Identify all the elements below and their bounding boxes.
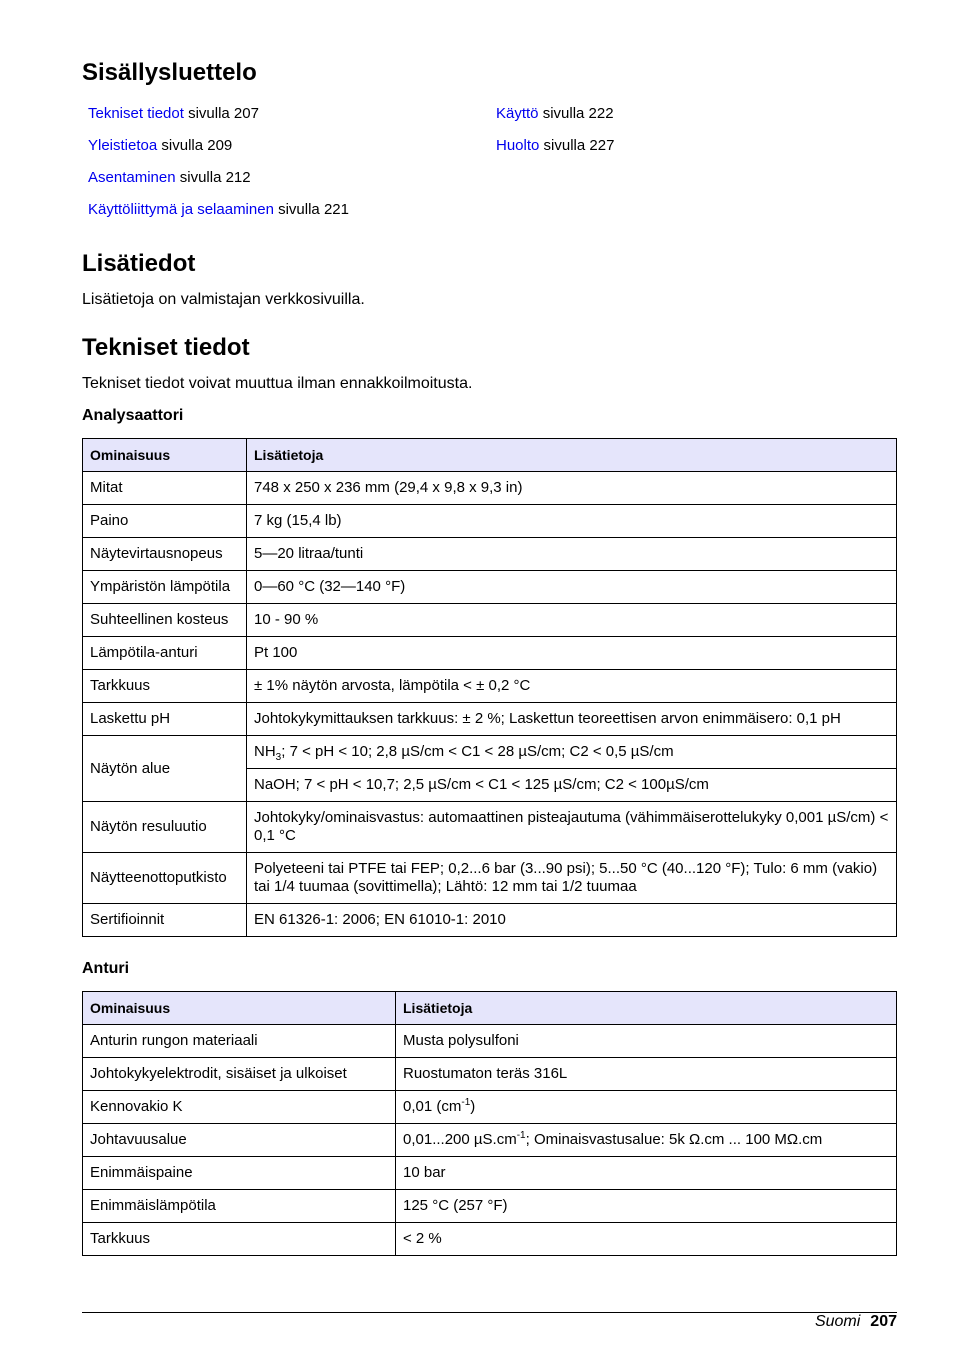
- toc-item: [88, 200, 349, 232]
- table-row: [83, 802, 897, 853]
- toc-item: [88, 104, 349, 136]
- property-cell: Lämpötila-anturi: [83, 637, 247, 670]
- toc-link[interactable]: Käyttöliittymä ja selaaminen: [88, 201, 274, 218]
- property-cell: Johtavuusalue: [83, 1124, 396, 1157]
- table-row: [83, 538, 897, 571]
- table-header-row: [83, 439, 897, 472]
- value-cell: Pt 100: [247, 637, 897, 670]
- property-cell: Johtokykyelektrodit, sisäiset ja ulkoiset: [83, 1058, 396, 1091]
- property-cell: Enimmäislämpötila: [83, 1190, 396, 1223]
- value-cell: 748 x 250 x 236 mm (29,4 x 9,8 x 9,3 in): [247, 472, 897, 505]
- page-number: 207: [870, 1313, 897, 1330]
- property-cell: Näytevirtausnopeus: [83, 538, 247, 571]
- formula-text: NH: [254, 743, 276, 760]
- value-cell: 125 °C (257 °F): [396, 1190, 897, 1223]
- property-cell: Laskettu pH: [83, 703, 247, 736]
- toc-page: sivulla 221: [278, 201, 349, 218]
- value-cell: Johtokyky/ominaisvastus: automaattinen pisteajautuma (vähimmäiserottelukyky 0,001 µS/cm) < 0,1 °C: [247, 802, 897, 853]
- property-cell: Mitat: [83, 472, 247, 505]
- property-cell: Suhteellinen kosteus: [83, 604, 247, 637]
- toc-page: sivulla 227: [543, 137, 615, 154]
- value-text: ; Ominaisvastusalue: 5k Ω.cm ... 100 MΩ.cm: [525, 1131, 823, 1148]
- toc-link[interactable]: Tekniset tiedot: [88, 105, 184, 122]
- property-cell: Tarkkuus: [83, 1223, 396, 1256]
- value-cell: 5—20 litraa/tunti: [247, 538, 897, 571]
- info-title: Lisätiedot: [82, 250, 196, 277]
- page-footer: [815, 1312, 897, 1332]
- table-row: [83, 670, 897, 703]
- property-cell: Paino: [83, 505, 247, 538]
- property-cell: Ympäristön lämpötila: [83, 571, 247, 604]
- specs-title: Tekniset tiedot: [82, 334, 250, 361]
- table-row: [83, 1058, 897, 1091]
- property-cell: Anturin rungon materiaali: [83, 1025, 396, 1058]
- toc-link[interactable]: Yleistietoa: [88, 137, 158, 154]
- toc-page: sivulla 222: [542, 105, 614, 122]
- specs-text: Tekniset tiedot voivat muuttua ilman ennakkoilmoitusta.: [82, 375, 473, 392]
- toc-item: [88, 136, 349, 168]
- column-header: Lisätietoja: [247, 439, 897, 472]
- value-cell: EN 61326-1: 2006; EN 61010-1: 2010: [247, 904, 897, 937]
- value-cell: 10 - 90 %: [247, 604, 897, 637]
- superscript: -1: [461, 1097, 471, 1108]
- toc-link[interactable]: Huolto: [496, 137, 540, 154]
- value-text: 0,01...200 µS.cm: [403, 1131, 517, 1148]
- property-cell: Tarkkuus: [83, 670, 247, 703]
- value-cell: 7 kg (15,4 lb): [247, 505, 897, 538]
- toc-page: sivulla 207: [188, 105, 259, 122]
- toc-left-column: [88, 104, 349, 232]
- table-row: [83, 505, 897, 538]
- table-header-row: [83, 992, 897, 1025]
- value-text: ): [470, 1098, 476, 1115]
- table-row: [83, 736, 897, 769]
- value-cell: NaOH; 7 < pH < 10,7; 2,5 µS/cm < C1 < 125 µS/cm; C2 < 100µS/cm: [247, 769, 897, 802]
- table-row: [83, 571, 897, 604]
- table-row: [83, 1091, 897, 1124]
- column-header: Ominaisuus: [83, 992, 396, 1025]
- value-cell: ± 1% näytön arvosta, lämpötila < ± 0,2 °C: [247, 670, 897, 703]
- table-row: [83, 637, 897, 670]
- toc-page: sivulla 212: [179, 169, 251, 186]
- table-row: [83, 1025, 897, 1058]
- value-cell: < 2 %: [396, 1223, 897, 1256]
- subscript: 3: [275, 752, 282, 763]
- value-text: 0,01 (cm: [403, 1098, 462, 1115]
- table-row: [83, 604, 897, 637]
- table-row: [83, 1223, 897, 1256]
- range-text: ; 7 < pH < 10; 2,8 µS/cm < C1 < 28 µS/cm; C2 < 0,5 µS/cm: [281, 743, 674, 760]
- analyzer-table: [82, 438, 897, 937]
- table-row: [83, 1190, 897, 1223]
- value-cell: [396, 1091, 897, 1124]
- toc-item: [496, 136, 614, 168]
- toc-page: sivulla 209: [161, 137, 233, 154]
- value-cell: Johtokykymittauksen tarkkuus: ± 2 %; Laskettun teoreettisen arvon enimmäisero: 0,1 pH: [247, 703, 897, 736]
- toc-link[interactable]: Asentaminen: [88, 169, 176, 186]
- value-cell: 10 bar: [396, 1157, 897, 1190]
- value-cell: Polyeteeni tai PTFE tai FEP; 0,2...6 bar (3...90 psi); 5...50 °C (40...120 °F); Tulo: 6 mm (vakio) tai 1/4 tuumaa (sovittimella); Lähtö: 12 mm tai 1/2 tuumaa: [247, 853, 897, 904]
- superscript: -1: [516, 1130, 526, 1141]
- toc-item: [88, 168, 349, 200]
- table-row: [83, 904, 897, 937]
- toc-right-column: [496, 104, 614, 168]
- property-cell: Sertifioinnit: [83, 904, 247, 937]
- footer-divider: [82, 1312, 897, 1313]
- footer-language: Suomi: [814, 1313, 861, 1330]
- property-cell: Näytön alue: [83, 736, 247, 802]
- toc-title: Sisällysluettelo: [82, 59, 257, 86]
- value-cell: [396, 1124, 897, 1157]
- property-cell: Näytön resuluutio: [83, 802, 247, 853]
- column-header: Lisätietoja: [396, 992, 897, 1025]
- value-cell: Musta polysulfoni: [396, 1025, 897, 1058]
- sensor-table: [82, 991, 897, 1256]
- table-row: [83, 472, 897, 505]
- value-cell: Ruostumaton teräs 316L: [396, 1058, 897, 1091]
- property-cell: Näytteenottoputkisto: [83, 853, 247, 904]
- info-text: Lisätietoja on valmistajan verkkosivuilla.: [82, 291, 365, 308]
- property-cell: Kennovakio K: [83, 1091, 396, 1124]
- value-cell: [247, 736, 897, 769]
- sensor-title: Anturi: [82, 960, 130, 977]
- table-row: [83, 1157, 897, 1190]
- column-header: Ominaisuus: [83, 439, 247, 472]
- toc-item: [496, 104, 614, 136]
- value-cell: 0—60 °C (32—140 °F): [247, 571, 897, 604]
- analyzer-title: Analysaattori: [82, 407, 184, 424]
- toc-link[interactable]: Käyttö: [496, 105, 539, 122]
- table-row: [83, 853, 897, 904]
- table-row: [83, 1124, 897, 1157]
- table-row: [83, 703, 897, 736]
- property-cell: Enimmäispaine: [83, 1157, 396, 1190]
